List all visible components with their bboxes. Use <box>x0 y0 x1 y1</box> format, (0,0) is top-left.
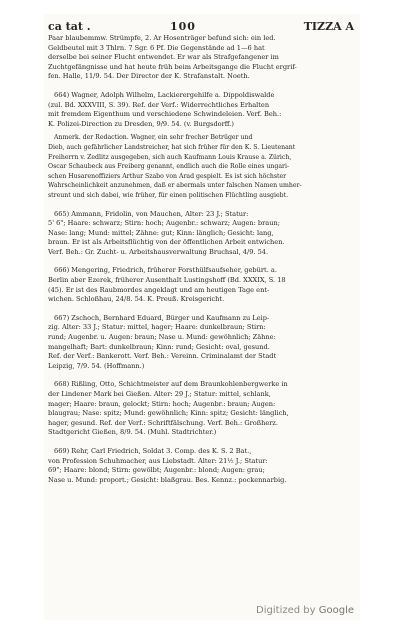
entry-paragraph <box>48 314 356 372</box>
page-number: 100 <box>170 20 196 33</box>
header-right-text: TIZZA A <box>303 20 354 33</box>
text-line: Dieb, auch gefährlicher Landstreicher, hat sich früher für den K. S. Lieutenant <box>48 143 296 151</box>
text-line: zig. Alter: 33 J.; Statur: mittel, hager; Haare: dunkelbraun; Stirn: <box>48 323 266 332</box>
text-line: derselbe bei seiner Flucht entwendet. Er war als Strafgefangener im <box>48 53 279 62</box>
text-line: 69"; Haare: blond; Stirn: gewölbt; Augenbr.: blond; Augen: grau; <box>48 466 265 475</box>
text-line: schen Husarenoffiziers Arthur Szabo von Arad gespielt. Es ist sich höchster <box>48 172 287 180</box>
entry-paragraph <box>48 34 356 82</box>
text-line: mangelhaft; Bart: dunkelbraun; Kinn: rund; Gesicht: oval, gesund. <box>48 342 270 351</box>
text-line: Anmerk. der Redaction. Wagner, ein sehr frecher Betrüger und <box>54 134 253 142</box>
text-line: rund; Augenbr. u. Augen: braun; Nase u. Mund: gewöhnlich; Zähne: <box>48 333 276 342</box>
text-line: Berlin aber Ezerek, früherer Ausenthalt Lustingshoff (Bd. XXXIX, S. 18 <box>48 276 286 285</box>
text-line: Freiherrn v. Zedlitz ausgegeben, sich auch Kaufmann Louis Krause a. Zürich, <box>48 153 292 161</box>
text-line: von Profession Schuhmacher, aus Liebstadt. Alter: 21½ J.; Statur: <box>48 456 268 465</box>
text-line: Nase u. Mund: proport.; Gesicht: blaßgrau. Bes. Kennz.: pockennarbig. <box>48 475 287 484</box>
header-left-text: ca tat . <box>48 20 91 33</box>
entry-paragraph <box>48 447 356 485</box>
text-line: 664) Wagner, Adolph Wilhelm, Lackierergehilfe a. Dippoldiswalde <box>54 90 275 99</box>
page-header <box>44 14 360 36</box>
text-line: (zul. Bd. XXXVIII, S. 39). Ref. der Verf.: Widerrechtliches Erhalten <box>48 100 270 109</box>
text-line: Geldbeutel mit 3 Thlrn. 7 Sgr. 6 Pf. Die Gegenstände ad 1—6 hat <box>48 43 265 52</box>
document-page <box>44 14 360 620</box>
text-line: Ref. der Verf.: Bankerott. Verf. Beh.: Vereinn. Criminalamt der Stadt <box>48 352 277 361</box>
document-body <box>48 34 356 489</box>
text-line: 5' 6"; Haare: schwarz; Stirn: hoch; Augenbr.: schwarz; Augen: braun; <box>48 219 280 228</box>
text-line: Oscar Schaubeck aus Freiberg genannt, endlich auch die Rolle eines ungari- <box>48 163 290 171</box>
entry-paragraph <box>48 266 356 304</box>
text-line: mager; Haare: braun, gelockt; Stirn: hoch; Augenbr.: braun; Augen: <box>48 399 276 408</box>
text-line: fen. Halle, 11/9. 54. Der Director der K. Strafanstalt. Noeth. <box>48 72 250 81</box>
text-line: hager, gesund. Ref. der Verf.: Schriftfälschung. Verf. Beh.: Großherz. <box>48 418 278 427</box>
entry-paragraph <box>48 91 356 129</box>
text-line: Wahrscheinlichkeit anzunehmen, daß er abermals unter falschen Namen umher- <box>48 182 302 190</box>
google-logo-text: Google <box>318 605 354 616</box>
text-line: blaugrau; Nase: spitz; Mund: gewöhnlich; Kinn: spitz; Gesicht: länglich, <box>48 409 289 418</box>
text-line: braun. Er ist als Arbeitsflüchtig von der öffentlichen Arbeit entwichen. <box>48 238 285 247</box>
text-line: streunt und sich dabei, wie früher, für einen politischen Flüchtling ausgiebt. <box>48 191 289 199</box>
text-line: Leipzig, 7/9. 54. (Hoffmann.) <box>48 361 145 370</box>
text-line: 669) Rehr, Carl Friedrich, Soldat 3. Comp. des K. S. 2 Bat., <box>54 446 252 455</box>
editor-note <box>48 133 356 200</box>
digitized-watermark <box>256 605 354 616</box>
text-line: (45). Er ist des Raubmordes angeklagt und am heutigen Tage ent- <box>48 285 270 294</box>
text-line: 667) Zschoch, Bernhard Eduard, Bürger und Kaufmann zu Leip- <box>54 313 270 322</box>
text-line: Verf. Beh.: Gr. Zucht- u. Arbeitshausverwaltung Bruchsal, 4/9. 54. <box>48 247 269 256</box>
text-line: wichen. Schloßhau, 24/8. 54. K. Preuß. Kreisgericht. <box>48 295 225 304</box>
text-line: mit fremdem Eigenthum und verschiedene Schwindeleien. Verf. Beh.: <box>48 110 282 119</box>
text-line: Nase: lang; Mund: mittel; Zähne: gut; Kinn: länglich; Gesicht: lang, <box>48 228 274 237</box>
text-line: Stadtgericht Gießen, 8/9. 54. (Muhl. Stadtrichter.) <box>48 428 217 437</box>
text-line: Paar blaubemmw. Strümpfe, 2. Ar Hosenträger befund sich: ein led. <box>48 34 276 42</box>
text-line: 668) Rißling, Otto, Schichtmeister auf dem Braunkohlenbergwerke in <box>54 380 288 389</box>
text-line: 665) Ammann, Fridolin, von Mauchen, Alter: 23 J.; Statur: <box>54 209 249 218</box>
text-line: Zuchtgefängnisse und hat heute früh beim Arbeitsgange die Flucht ergrif- <box>48 62 297 71</box>
text-line: der Lindener Mark bei Gießen. Alter: 29 J.; Statur: mittel, schlank, <box>48 390 271 398</box>
text-line: 666) Mengering, Friedrich, früherer Forsthülfsaufseher, gebürt. a. <box>54 266 277 275</box>
entry-paragraph <box>48 380 356 438</box>
text-line: K. Polizei-Direction zu Dresden, 9/9. 54. (v. Burgsdorff.) <box>48 119 234 128</box>
digitized-by-label: Digitized by <box>256 605 316 616</box>
entry-paragraph <box>48 210 356 258</box>
